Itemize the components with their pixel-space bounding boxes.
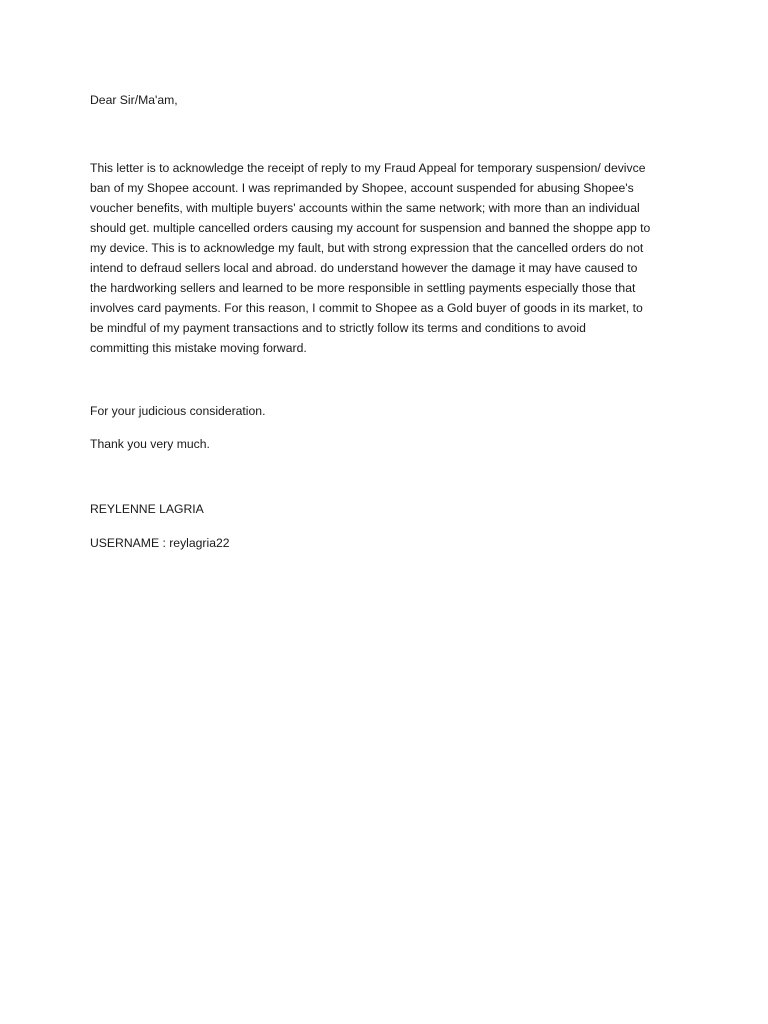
- body-line: committing this mistake moving forward.: [90, 341, 307, 355]
- body-line: should get. multiple cancelled orders causing my account for suspension and banned the shoppe app to: [90, 221, 651, 235]
- body-line: be mindful of my payment transactions and to strictly follow its terms and conditions to avoid: [90, 321, 586, 335]
- body-line: involves card payments. For this reason, I commit to Shopee as a Gold buyer of goods in its market, to: [90, 301, 643, 315]
- body-line: ban of my Shopee account. I was reprimanded by Shopee, account suspended for abusing Shopee's: [90, 181, 634, 195]
- salutation: Dear Sir/Ma'am,: [90, 93, 178, 107]
- body-line: my device. This is to acknowledge my fault, but with strong expression that the cancelled orders do not: [90, 241, 644, 255]
- body-line: the hardworking sellers and learned to be more responsible in settling payments especially those that: [90, 281, 636, 295]
- closing-consideration: For your judicious consideration.: [90, 404, 266, 418]
- signature-name: REYLENNE LAGRIA: [90, 502, 204, 516]
- body-line: This letter is to acknowledge the receipt of reply to my Fraud Appeal for temporary suspension/ devivce: [90, 161, 646, 175]
- username-line: USERNAME : reylagria22: [90, 536, 230, 550]
- letter-body-paragraph: [90, 158, 690, 358]
- body-line: intend to defraud sellers local and abroad. do understand however the damage it may have caused to: [90, 261, 638, 275]
- closing-thanks: Thank you very much.: [90, 437, 210, 451]
- body-line: voucher benefits, with multiple buyers' accounts within the same network; with more than an individual: [90, 201, 640, 215]
